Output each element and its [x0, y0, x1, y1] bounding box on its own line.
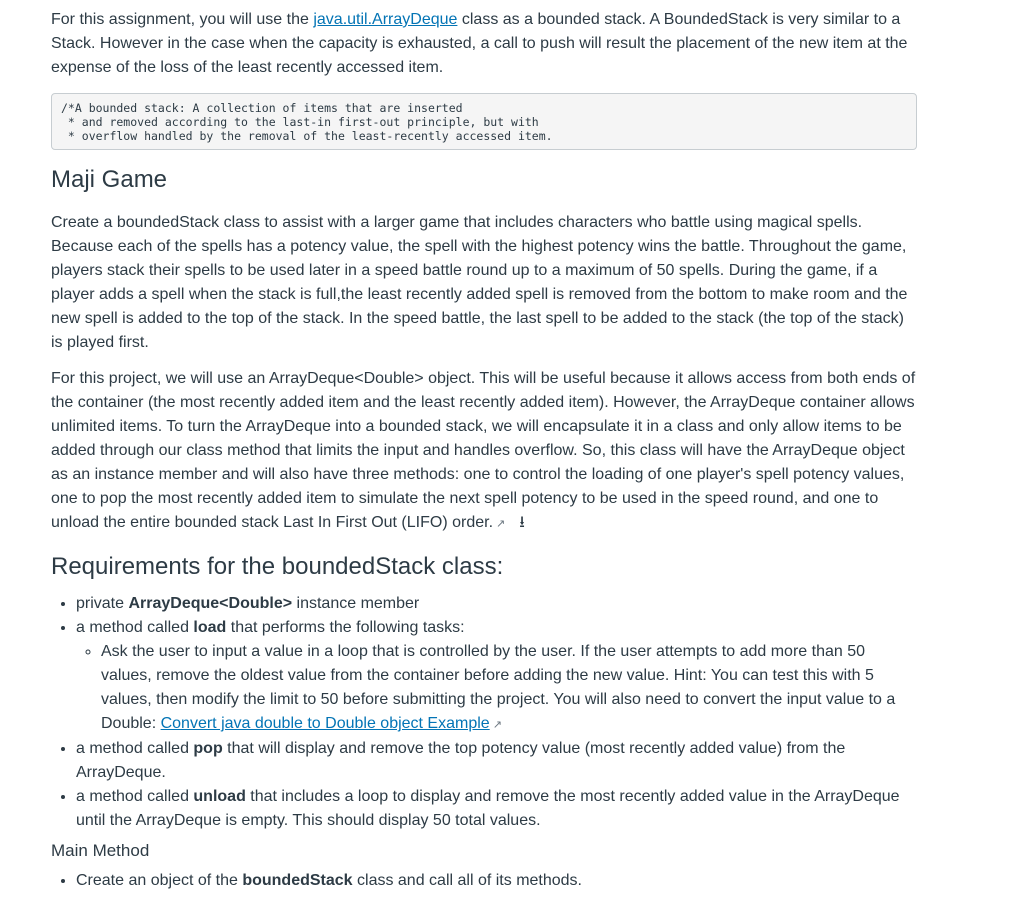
section-heading-maji-game: Maji Game — [51, 166, 168, 193]
intro-paragraph: For this assignment, you will use the java.util.ArrayDeque class as a bounded stack. A BoundedStack is very similar to a Stack. However in the case when the capacity is exhausted, a call to push will result the placement of the new item at the expense of the loss of the least recently accessed item. — [51, 11, 908, 76]
convert-double-link[interactable]: Convert java double to Double object Example — [160, 715, 490, 732]
list-item: • Create an object of the boundedStack class and call all of its methods. — [76, 869, 917, 893]
maji-paragraph-1: Create a boundedStack class to assist with a larger game that includes characters who battle using magical spells. Because each of the spells has a potency value, the spell with the highest potency wins the battle. Throughout the game, players stack their spells to be used later in a speed battle round up to a maximum of 50 spells. During the game, if a player adds a spell when the stack is full,the least recently added spell is removed from the bottom to make room and the new spell is added to the top of the stack. In the speed battle, the last spell to be added to the stack (the top of the stack) is played first. — [51, 214, 908, 351]
list-item: • a method called load that performs the following tasks: ◦ Ask the user to input a value in a loop that is controlled by the user. If the user attempts to add more than 50 values, remove the oldest value from the container before adding the new value. Hint: You can test this with 5 values, then modify the limit to 50 before submitting the project. You will also need to convert the input value to a Double: Convert java double to Double object Example ↗ — [76, 616, 917, 737]
section-heading-main-method: Main Method — [51, 841, 150, 860]
main-method-list — [51, 869, 917, 893]
list-item: ◦ Ask the user to input a value in a loop that is controlled by the user. If the user attempts to add more than 50 values, remove the oldest value from the container before adding the new value. Hint: You can test this with 5 values, then modify the limit to 50 before submitting the project. You will also need to convert the input value to a Double: Convert java double to Double object Example ↗ — [101, 640, 917, 737]
list-item: • a method called pop that will display and remove the top potency value (most recently added value) from the ArrayDeque. — [76, 737, 917, 785]
section-heading-requirements: Requirements for the boundedStack class: — [51, 553, 504, 580]
list-item: • a method called unload that includes a loop to display and remove the most recently added value in the ArrayDeque until the ArrayDeque is empty. This should display 50 total values. — [76, 785, 917, 833]
requirements-list — [51, 592, 917, 833]
code-block: /*A bounded stack: A collection of items that are inserted * and removed according to the last-in first-out principle, but with * overflow handled by the removal of the least-recently accessed item. — [51, 93, 917, 150]
assignment-content — [51, 8, 917, 893]
list-item: • private ArrayDeque<Double> instance member — [76, 592, 917, 616]
external-link-icon[interactable]: ↗ — [496, 518, 506, 530]
load-subtasks-list — [76, 640, 917, 737]
maji-paragraph-2: For this project, we will use an ArrayDeque<Double> object. This will be useful because it allows access from both ends of the container (the most recently added item and the least recently added item). However, the ArrayDeque container allows unlimited items. To turn the ArrayDeque into a bounded stack, we will encapsulate it in a class and only allow items to be added through our class method that limits the input and handles overflow. So, this class will have the ArrayDeque object as an instance member and will also have three methods: one to control the loading of one player's spell potency values, one to pop the most recently added item to simulate the next spell potency to be used in the speed round, and one to unload the entire bounded stack Last In First Out (LIFO) order. ↗ ⭳ — [51, 367, 917, 536]
external-link-icon[interactable]: ↗ — [492, 719, 502, 731]
arraydeque-link[interactable]: java.util.ArrayDeque — [313, 11, 458, 28]
download-icon[interactable]: ⭳ — [519, 514, 525, 531]
